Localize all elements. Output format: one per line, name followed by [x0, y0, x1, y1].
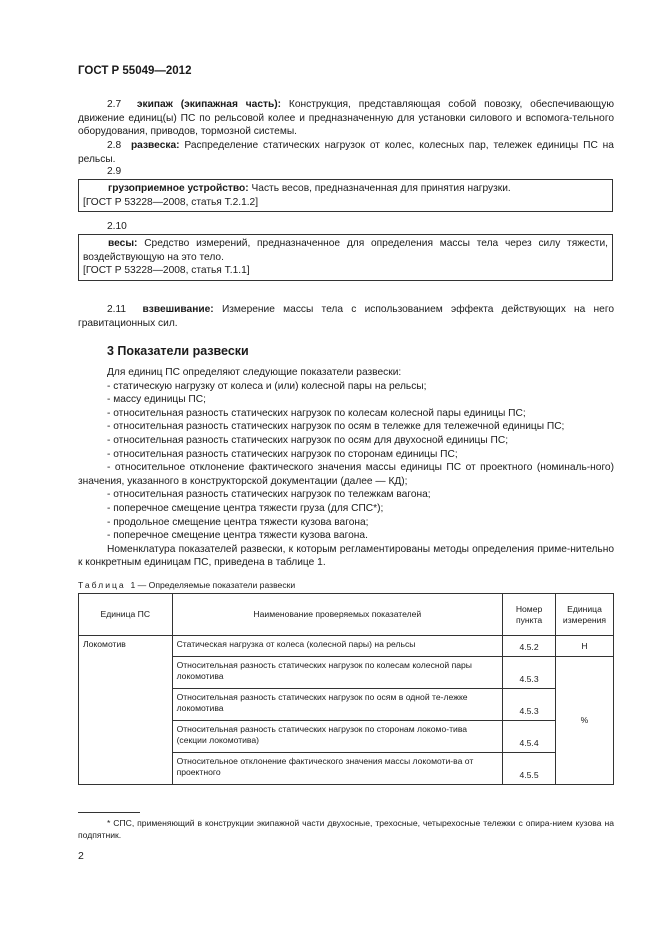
- cell-measure: Н: [555, 636, 613, 657]
- def-term: взвешивание:: [142, 304, 214, 315]
- indicators-table: [78, 593, 614, 785]
- def-reference: [ГОСТ Р 53228—2008, статья Т.2.1.2]: [83, 196, 259, 208]
- def-number: 2.11: [107, 304, 127, 315]
- col-header-name: Наименование проверяемых показателей: [172, 594, 503, 636]
- caption-text: 1 — Определяемые показатели развески: [130, 580, 296, 590]
- def-term: развеска:: [130, 140, 180, 151]
- col-header-unit-ps: Единица ПС: [79, 594, 173, 636]
- cell-num: 4.5.3: [503, 657, 556, 689]
- def-text: Часть весов, предназначенная для принятия нагрузки.: [251, 183, 511, 194]
- cell-num: 4.5.4: [503, 721, 556, 753]
- cell-unit-ps: Локомотив: [79, 636, 173, 785]
- list-item: - поперечное смещение центра тяжести кузова вагона.: [107, 530, 368, 542]
- def-text: Измерение массы тела с использованием эффекта действующих на него гравитационных сил.: [78, 304, 614, 329]
- footnote: * СПС, применяющий в конструкции экипажной части двухосные, трехосные, четырехосные тележки с опира-нием кузова на подпятник.: [78, 818, 614, 840]
- definition-box-2-9: [78, 179, 613, 212]
- section-3-outro: Номенклатура показателей развески, к которым регламентированы методы определения приме-нительно к конкретным единицам ПС, приведена в таблице 1.: [78, 543, 614, 569]
- section-3-body: [78, 366, 614, 570]
- def-number: 2.7: [107, 99, 122, 110]
- definition-2-11: [78, 303, 614, 330]
- def-number: 2.8: [107, 140, 122, 151]
- col-header-measure: Единица измерения: [555, 594, 613, 636]
- col-header-num: Номер пункта: [503, 594, 556, 636]
- cell-num: 4.5.5: [503, 753, 556, 785]
- def-number-2-9: 2.9: [107, 166, 122, 177]
- cell-num: 4.5.2: [503, 636, 556, 657]
- def-text: Конструкция, представляющая собой повозку, обеспечивающую движение единиц(ы) ПС по рельсовой колее и предназначенную для установки силового и вспомога-тельного оборудования, приводов, тормозной системы.: [78, 99, 614, 138]
- footnote-divider: [78, 812, 140, 813]
- section-3-intro: Для единиц ПС определяют следующие показатели развески:: [107, 367, 402, 378]
- table-header-row: [79, 594, 614, 636]
- table-caption: [78, 580, 295, 590]
- list-item: - относительная разность статических нагрузок по колесам колесной пары единицы ПС;: [107, 407, 526, 419]
- list-item: - статическую нагрузку от колеса и (или) колесной пары на рельсы;: [107, 380, 427, 392]
- list-item: - относительная разность статических нагрузок по тележкам вагона;: [107, 489, 431, 501]
- definition-2-8: [78, 139, 614, 166]
- cell-name: Относительная разность статических нагрузок по осям в одной те-лежке локомотива: [172, 689, 503, 721]
- section-3-title: 3 Показатели развески: [107, 344, 249, 358]
- cell-name: Относительное отклонение фактического значения массы локомоти-ва от проектного: [172, 753, 503, 785]
- document-header: ГОСТ Р 55049—2012: [78, 65, 192, 77]
- def-text: Средство измерений, предназначенное для определения массы тела через силу тяжести, воздействующую на это тело.: [83, 238, 608, 263]
- def-term: весы:: [108, 238, 138, 249]
- cell-name: Относительная разность статических нагрузок по сторонам локомо-тива (секции локомотива): [172, 721, 503, 753]
- def-number-2-10: 2.10: [107, 221, 127, 232]
- table-row: [79, 636, 614, 657]
- list-item: - относительная разность статических нагрузок по осям для двухосной единицы ПС;: [107, 434, 509, 446]
- list-item: - массу единицы ПС;: [107, 394, 206, 406]
- definition-box-2-10: [78, 234, 613, 281]
- list-item: - продольное смещение центра тяжести кузова вагона;: [107, 516, 369, 528]
- list-item: - относительная разность статических нагрузок по осям в тележке для тележечной единицы ПС;: [107, 421, 565, 433]
- page-number: 2: [78, 850, 84, 862]
- def-reference: [ГОСТ Р 53228—2008, статья Т.1.1]: [83, 265, 250, 277]
- list-item: - поперечное смещение центра тяжести груза (для СПС*);: [107, 502, 384, 514]
- cell-name: Относительная разность статических нагрузок по колесам колесной пары локомотива: [172, 657, 503, 689]
- def-term: экипаж (экипажная часть):: [136, 99, 282, 110]
- cell-name: Статическая нагрузка от колеса (колесной пары) на рельсы: [172, 636, 503, 657]
- cell-num: 4.5.3: [503, 689, 556, 721]
- cell-measure-percent: %: [555, 657, 613, 785]
- definition-2-7: [78, 98, 614, 139]
- caption-word: Таблица: [78, 580, 126, 590]
- def-term: грузоприемное устройство:: [108, 183, 249, 194]
- list-item: - относительная разность статических нагрузок по сторонам единицы ПС;: [107, 448, 458, 460]
- def-text: Распределение статических нагрузок от колес, колесных пар, тележек единицы ПС на рельсы.: [78, 140, 614, 165]
- list-item: - относительное отклонение фактического значения массы единицы ПС от проектного (номиналь-ного) значения, указанного в конструкторской документации (далее — КД);: [78, 462, 614, 487]
